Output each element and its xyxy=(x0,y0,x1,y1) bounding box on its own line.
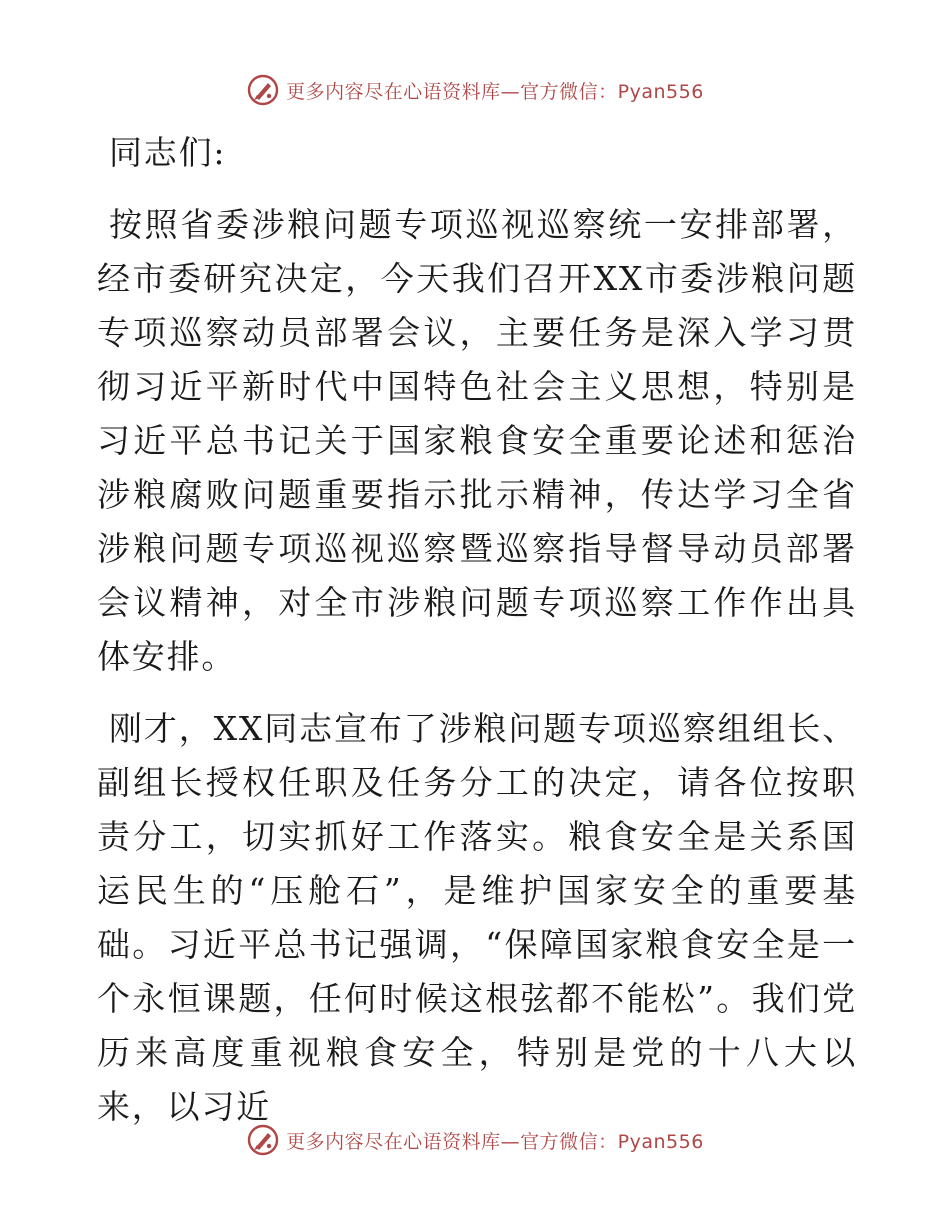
header-watermark xyxy=(0,70,950,110)
watermark-logo-icon xyxy=(246,73,280,107)
salutation: 同志们: xyxy=(109,133,227,172)
document-body xyxy=(97,118,857,1134)
footer-watermark xyxy=(0,1120,950,1160)
watermark-logo-icon xyxy=(246,1123,280,1157)
paragraph-2: 刚才，XX同志宣布了涉粮问题专项巡察组组长、副组长授权任职及任务分工的决定，请各位按职责分工，切实抓好工作落实。粮食安全是关系国运民生的“压舱石”，是维护国家安全的重要基础。习近平总书记强调，“保障国家粮食安全是一个永恒课题，任何时候这根弦都不能松”。我们党历来高度重视粮食安全，特别是党的十八大以来，以习近 xyxy=(97,709,857,1126)
watermark-text: 更多内容尽在心语资料库—官方微信：Pyan556 xyxy=(286,80,704,103)
paragraph-1: 按照省委涉粮问题专项巡视巡察统一安排部署，经市委研究决定，今天我们召开XX市委涉粮问题专项巡察动员部署会议，主要任务是深入学习贯彻习近平新时代中国特色社会主义思想，特别是习近平总书记关于国家粮食安全重要论述和惩治涉粮腐败问题重要指示批示精神，传达学习全省涉粮问题专项巡视巡察暨巡察指导督导动员部署会议精神，对全市涉粮问题专项巡察工作作出具体安排。 xyxy=(97,205,857,676)
watermark-text: 更多内容尽在心语资料库—官方微信：Pyan556 xyxy=(286,1130,704,1153)
